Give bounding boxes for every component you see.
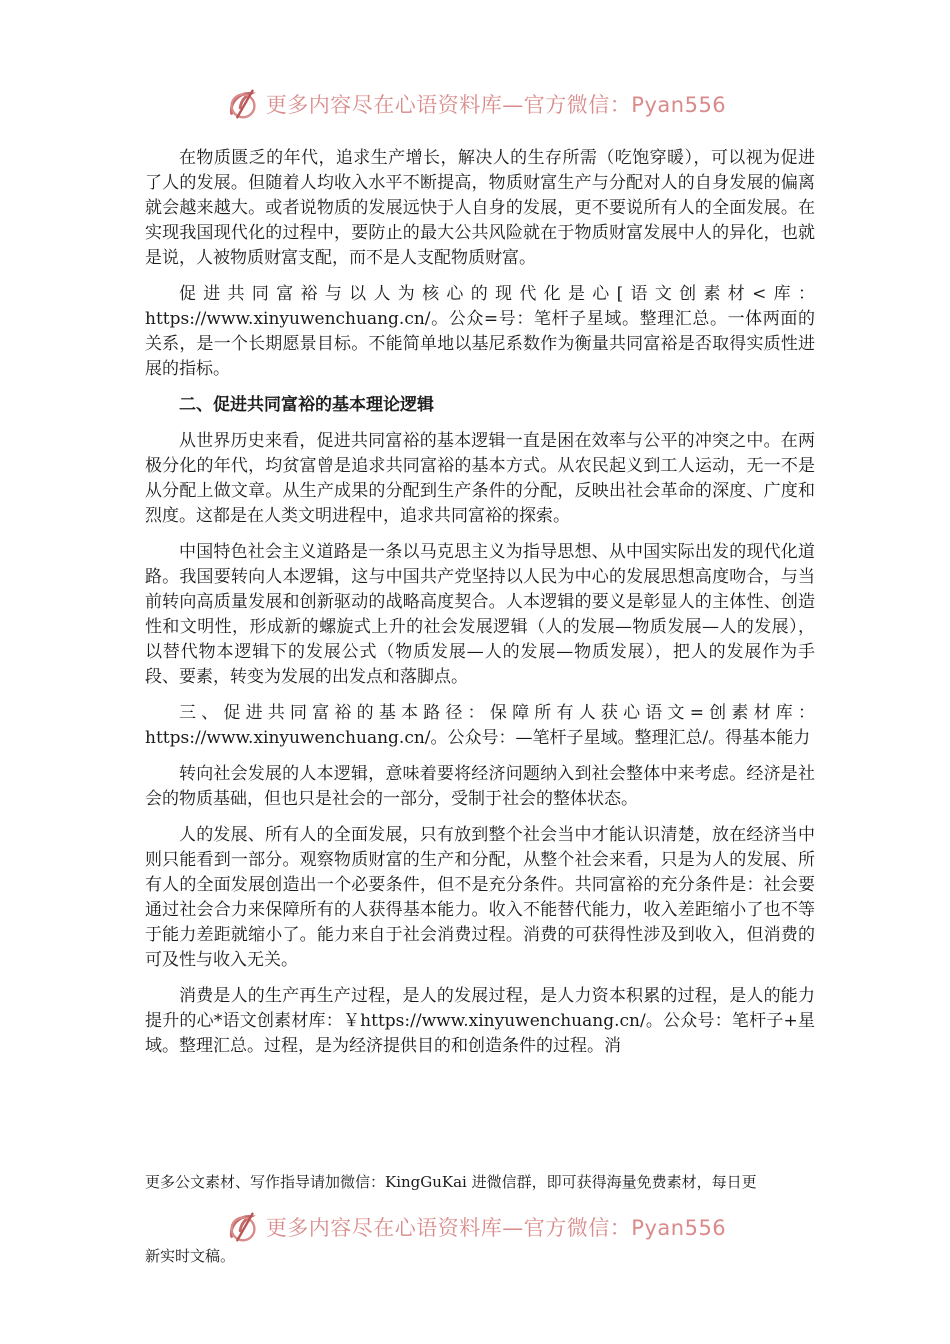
quill-swirl-icon	[224, 1208, 262, 1246]
watermark-text: 更多内容尽在心语资料库—官方微信：Pyan556	[265, 1216, 727, 1240]
paragraph: 从世界历史来看，促进共同富裕的基本逻辑一直是困在效率与公平的冲突之中。在两极分化的年代，均贫富曾是追求共同富裕的基本方式。从农民起义到工人运动，无一不是从分配上做文章。从生产成果的分配到生产条件的分配，反映出社会革命的深度、广度和烈度。这都是在人类文明进程中，追求共同富裕的探索。	[145, 431, 815, 526]
paragraph: 人的发展、所有人的全面发展，只有放到整个社会当中才能认识清楚，放在经济当中则只能看到一部分。观察物质财富的生产和分配，从整个社会来看，只是为人的发展、所有人的全面发展创造出一个必要条件，但不是充分条件。共同富裕的充分条件是：社会要通过社会合力来保障所有的人获得基本能力。收入不能替代能力，收入差距缩小了也不等于能力差距就缩小了。能力来自于社会消费过程。消费的可获得性涉及到收入，但消费的可及性与收入无关。	[145, 825, 815, 970]
paragraph: 促进共同富裕与以人为核心的现代化是心[语文创素材<库：https://www.xinyuwenchuang.cn/。公众=号：笔杆子星域。整理汇总。一体两面的关系，是一个长期愿景目标。不能简单地以基尼系数作为衡量共同富裕是否取得实质性进展的指标。	[145, 284, 815, 379]
paragraph: 转向社会发展的人本逻辑，意味着要将经济问题纳入到社会整体中来考虑。经济是社会的物质基础，但也只是社会的一部分，受制于社会的整体状态。	[145, 764, 815, 809]
paragraph: 中国特色社会主义道路是一条以马克思主义为指导思想、从中国实际出发的现代化道路。我国要转向人本逻辑，这与中国共产党坚持以人民为中心的发展思想高度吻合，与当前转向高质量发展和创新驱动的战略高度契合。人本逻辑的要义是彰显人的主体性、创造性和文明性，形成新的螺旋式上升的社会发展逻辑（人的发展—物质发展—人的发展），以替代物本逻辑下的发展公式（物质发展—人的发展—物质发展），把人的发展作为手段、要素，转变为发展的出发点和落脚点。	[145, 542, 815, 687]
footer-tail: 新实时文稿。	[145, 1247, 236, 1265]
footer-note: 更多公文素材、写作指导请加微信：KingGuKai 进微信群，即可获得海量免费素材，每日更	[145, 1173, 757, 1191]
watermark-banner-top	[0, 84, 950, 124]
section-heading: 二、促进共同富裕的基本理论逻辑	[179, 395, 434, 415]
watermark-banner-bottom	[0, 1207, 950, 1247]
paragraph: 消费是人的生产再生产过程，是人的发展过程，是人力资本积累的过程，是人的能力提升的心*语文创素材库：￥https://www.xinyuwenchuang.cn/。公众号：笔杆子+星域。整理汇总。过程，是为经济提供目的和创造条件的过程。消	[145, 986, 815, 1056]
watermark-text: 更多内容尽在心语资料库—官方微信：Pyan556	[265, 93, 727, 117]
section-heading-three: 三、促进共同富裕的基本路径：保障所有人获心语文=创素材库：https://www.xinyuwenchuang.cn/。公众号：—笔杆子星域。整理汇总/。得基本能力	[145, 703, 815, 748]
quill-swirl-icon	[224, 85, 262, 123]
document-body	[145, 146, 815, 1070]
paragraph: 在物质匮乏的年代，追求生产增长，解决人的生存所需（吃饱穿暖），可以视为促进了人的发展。但随着人均收入水平不断提高，物质财富生产与分配对人的自身发展的偏离就会越来越大。或者说物质的发展远快于人自身的发展，更不要说所有人的全面发展。在实现我国现代化的过程中，要防止的最大公共风险就在于物质财富发展中人的异化，也就是说，人被物质财富支配，而不是人支配物质财富。	[145, 148, 815, 268]
